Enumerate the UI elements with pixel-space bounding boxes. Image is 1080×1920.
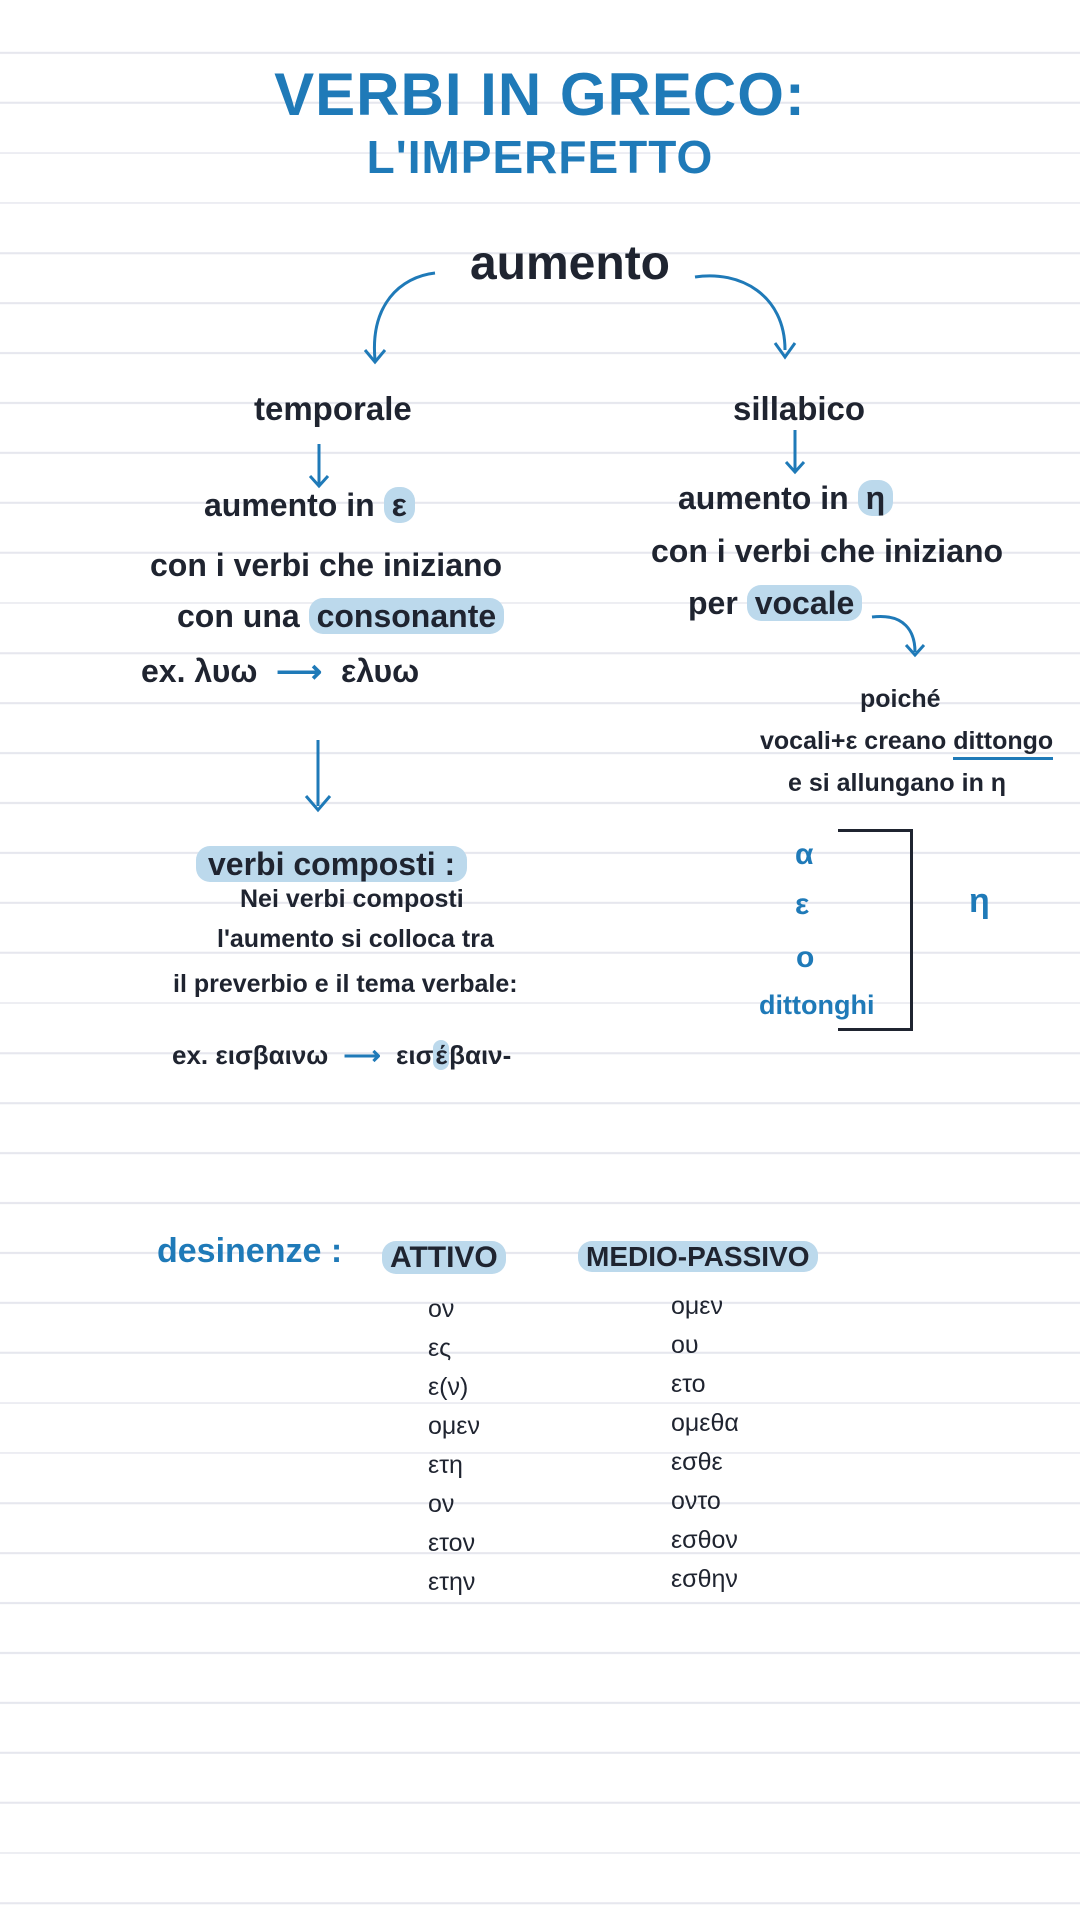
highlight-epsilon: ε <box>384 487 415 523</box>
highlight-medio-passivo: MEDIO-PASSIVO <box>578 1241 818 1272</box>
text: εισβαινω <box>215 1040 329 1070</box>
reason-line2 <box>760 727 1053 756</box>
attivo-ending: ετον <box>428 1529 476 1557</box>
text: con una <box>177 598 309 634</box>
vowel-omicron: ο <box>796 941 815 974</box>
text: ex. <box>172 1040 209 1070</box>
curve-arrow-icon <box>870 607 940 667</box>
arrow-right-icon: ⟶ <box>343 1040 381 1070</box>
page-subtitle: L'IMPERFETTO <box>366 131 714 183</box>
medio-ending: ετο <box>671 1370 706 1398</box>
highlight-eta: η <box>858 480 894 516</box>
col-header-medio-passivo <box>578 1241 818 1273</box>
medio-ending: εσθον <box>671 1526 738 1554</box>
text: ελυω <box>341 653 420 689</box>
medio-ending: ομεν <box>671 1292 723 1320</box>
text: per <box>688 585 747 621</box>
text: aumento in <box>204 487 384 523</box>
attivo-ending: ομεν <box>428 1412 480 1440</box>
left-curve-arrow-icon <box>360 265 460 375</box>
col-header-attivo <box>382 1241 506 1275</box>
arrow-down-icon <box>780 428 810 478</box>
medio-ending: ου <box>671 1331 699 1359</box>
attivo-ending: ετη <box>428 1451 463 1479</box>
temporale-example <box>141 652 419 690</box>
text: aumento in <box>678 480 858 516</box>
text: βαιν- <box>449 1040 512 1070</box>
right-curve-arrow-icon <box>690 265 810 375</box>
endings-label: desinenze : <box>157 1232 343 1270</box>
medio-ending: εσθε <box>671 1448 723 1476</box>
medio-ending: ομεθα <box>671 1409 739 1437</box>
text: vocali+ε creano <box>760 727 954 755</box>
compound-heading <box>196 846 467 883</box>
sillabico-heading: sillabico <box>733 390 866 427</box>
compound-line3: il preverbio e il tema verbale: <box>173 970 518 998</box>
reason-line1: poiché <box>860 685 941 713</box>
attivo-ending: ες <box>428 1334 452 1362</box>
highlight-consonante: consonante <box>309 598 505 634</box>
temporale-heading: temporale <box>254 390 412 427</box>
sillabico-rule-line1 <box>678 480 893 517</box>
text: ex. <box>141 653 186 689</box>
compound-line1: Nei verbi composti <box>240 885 464 913</box>
vowel-epsilon: ε <box>795 888 810 921</box>
sillabico-rule-line3 <box>688 585 862 622</box>
vowel-dittonghi: dittonghi <box>759 990 875 1020</box>
medio-ending: εσθην <box>671 1565 738 1593</box>
result-eta: η <box>969 882 990 920</box>
highlight-verbi-composti: verbi composti : <box>196 846 467 882</box>
reason-line3: e si allungano in η <box>788 769 1007 797</box>
attivo-ending: ετην <box>428 1568 476 1596</box>
text: εισ <box>396 1040 434 1070</box>
center-word-aumento: aumento <box>469 237 670 290</box>
temporale-rule-line1 <box>204 487 415 524</box>
arrow-right-icon: ⟶ <box>276 653 323 689</box>
arrow-down-icon <box>304 442 334 492</box>
underlined-dittongo: dittongo <box>953 727 1053 760</box>
medio-ending: οντο <box>671 1487 721 1515</box>
compound-line2: l'aumento si colloca tra <box>217 925 494 953</box>
attivo-ending: ον <box>428 1490 455 1518</box>
page-title: VERBI IN GRECO: <box>274 61 806 128</box>
temporale-rule-line2: con i verbi che iniziano <box>150 547 503 583</box>
vowel-alpha: α <box>795 838 814 871</box>
bracket <box>838 829 913 1031</box>
arrow-down-icon <box>298 738 338 818</box>
highlight-vocale: vocale <box>747 585 863 621</box>
text: λυω <box>194 653 258 689</box>
highlight-augment: έ <box>435 1040 448 1070</box>
sillabico-rule-line2: con i verbi che iniziano <box>651 533 1004 569</box>
compound-example <box>172 1040 511 1071</box>
temporale-rule-line3 <box>177 598 504 635</box>
attivo-ending: ε(ν) <box>428 1373 469 1401</box>
attivo-ending: ον <box>428 1295 455 1323</box>
highlight-attivo: ATTIVO <box>382 1241 506 1274</box>
